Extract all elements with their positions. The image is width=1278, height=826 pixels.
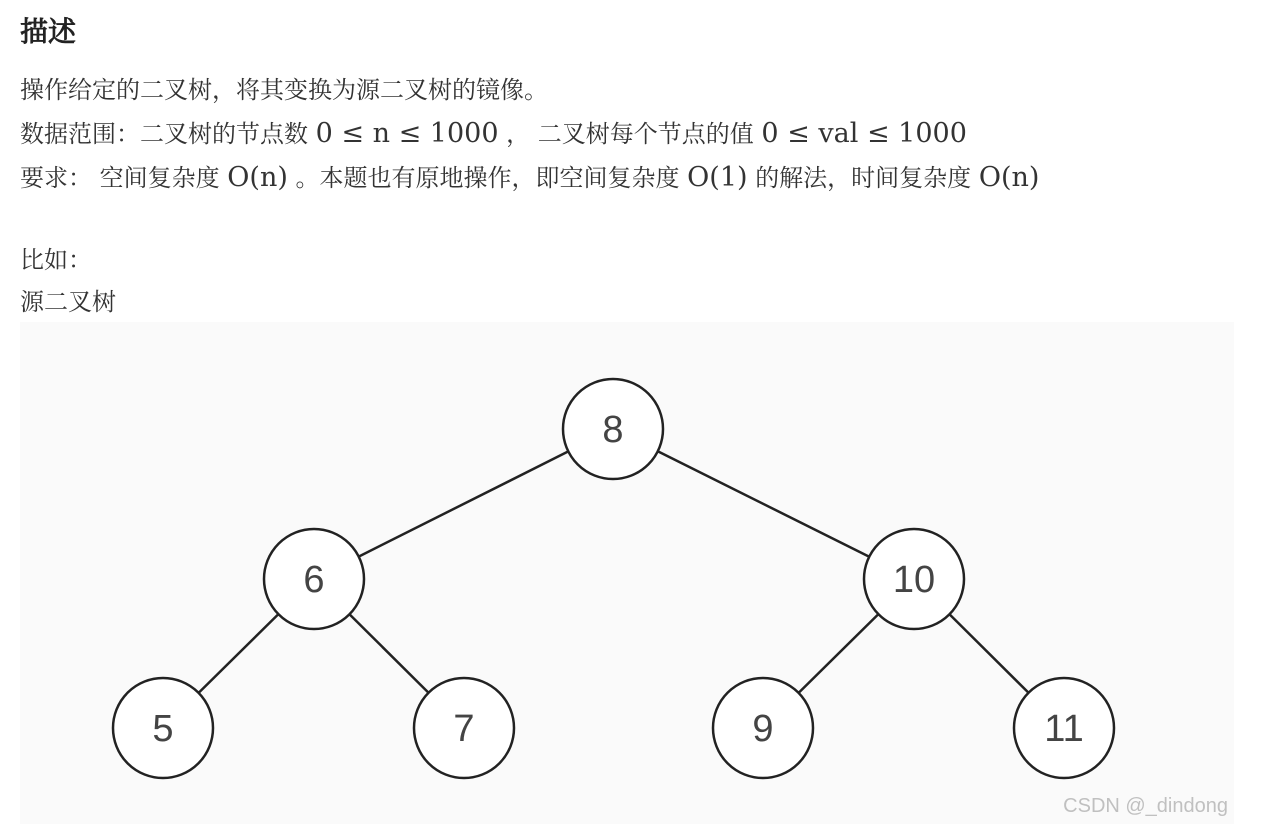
tree-edge-n10-n11: [949, 614, 1028, 693]
data-range-label: 数据范围：二叉树的节点数: [20, 120, 308, 148]
tree-node-6: [264, 529, 364, 629]
tree-node-value: 10: [892, 559, 936, 601]
binary-tree-diagram: [20, 322, 1234, 824]
tree-node-value: 5: [152, 708, 174, 750]
requirement-text: 。本题也有原地操作，即空间复杂度: [295, 164, 680, 192]
tree-edge-n8-n10: [658, 451, 869, 556]
requirement-label: 要求： 空间复杂度: [20, 164, 220, 192]
section-heading: 描述: [20, 15, 77, 48]
inplace-space-complexity: O(1): [687, 162, 748, 193]
requirement-text-2: 的解法，时间复杂度: [755, 164, 972, 192]
tree-node-8: [563, 379, 663, 479]
tree-node-value: 8: [602, 409, 624, 451]
example-label: 比如：: [20, 246, 92, 274]
tree-edge-n10-n9: [799, 614, 879, 693]
tree-edge-n6-n7: [349, 614, 428, 693]
space-complexity: O(n): [227, 162, 288, 193]
tree-node-value: 11: [1044, 708, 1084, 750]
tree-node-value: 6: [303, 559, 325, 601]
watermark: CSDN @_dindong: [1063, 795, 1228, 817]
binary-tree-figure: [20, 322, 1234, 824]
source-tree-label: 源二叉树: [20, 288, 116, 316]
node-count-inequality: 0 ≤ n ≤ 1000: [315, 118, 499, 149]
time-complexity: O(n): [978, 162, 1040, 193]
data-range-line: [20, 116, 967, 152]
tree-node-value: 9: [752, 708, 774, 750]
tree-node-value: 7: [453, 708, 475, 750]
tree-edge-n6-n5: [199, 614, 279, 693]
tree-edge-n8-n6: [359, 451, 569, 556]
data-range-separator: ， 二叉树每个节点的值: [506, 120, 754, 148]
requirement-line: [20, 160, 1039, 196]
problem-statement: 操作给定的二叉树，将其变换为源二叉树的镜像。: [20, 76, 548, 104]
tree-node-5: [113, 678, 213, 778]
tree-node-10: [864, 529, 964, 629]
tree-node-7: [414, 678, 514, 778]
tree-node-9: [713, 678, 813, 778]
node-value-inequality: 0 ≤ val ≤ 1000: [761, 118, 967, 149]
tree-node-11: [1014, 678, 1114, 778]
